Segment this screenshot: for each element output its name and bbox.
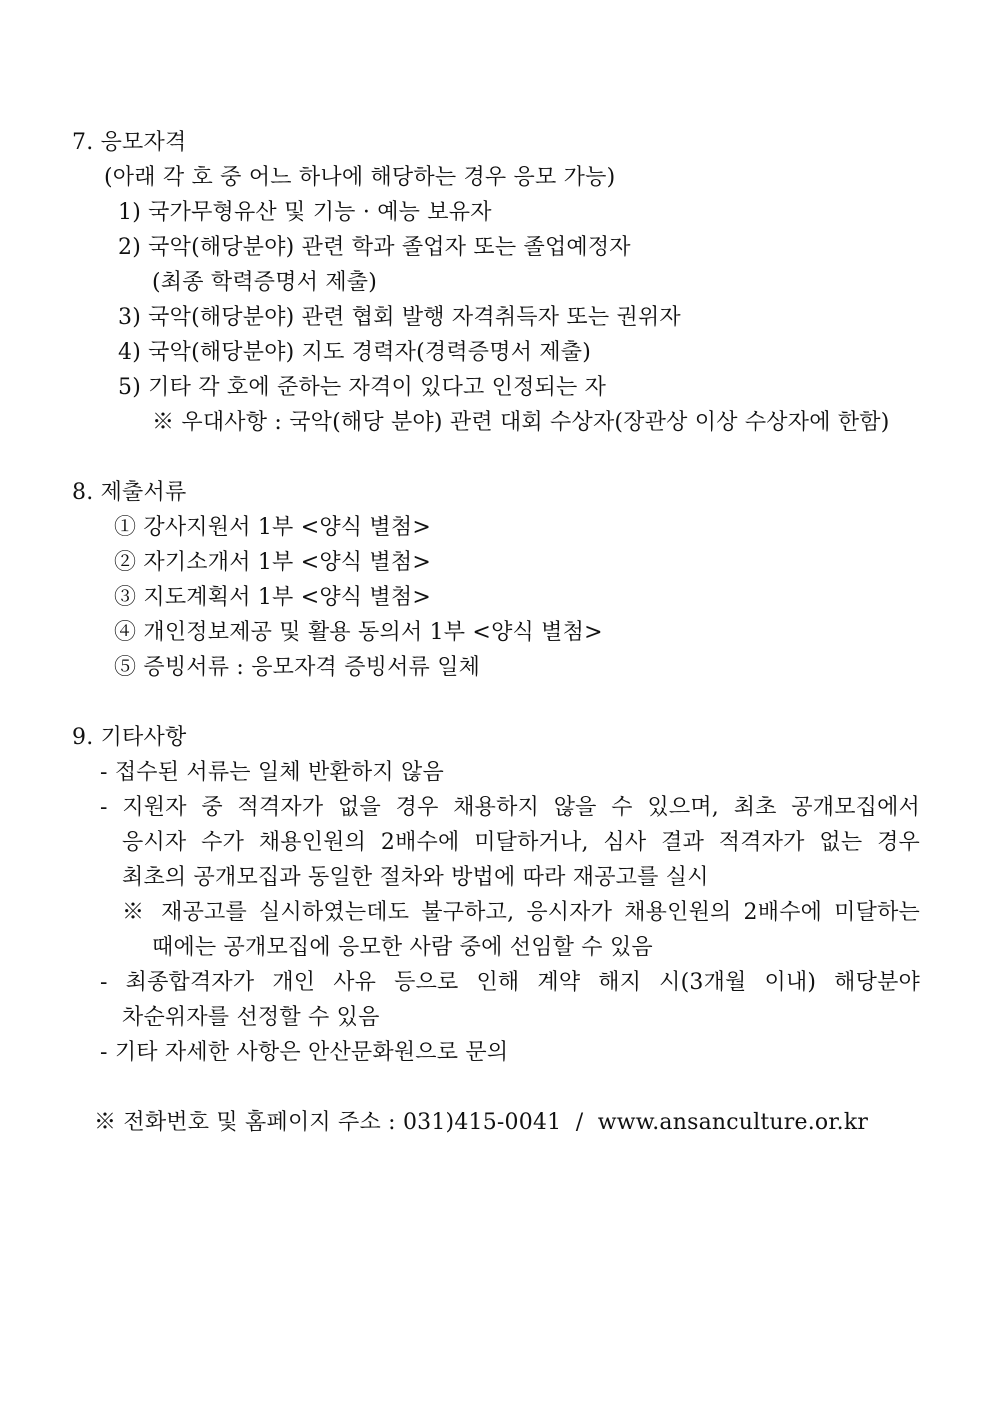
section-7-item: 3) 국악(해당분야) 관련 협회 발행 자격취득자 또는 권위자 bbox=[118, 305, 681, 330]
section-8-item: ③ 지도계획서 1부 <양식 별첨> bbox=[114, 585, 431, 610]
section-9-heading: 9. 기타사항 bbox=[72, 725, 187, 750]
section-7-item: 5) 기타 각 호에 준하는 자격이 있다고 인정되는 자 bbox=[118, 375, 607, 400]
section-7-item: 1) 국가무형유산 및 기능 · 예능 보유자 bbox=[118, 200, 492, 225]
section-8-heading: 8. 제출서류 bbox=[72, 480, 187, 505]
section-7-item: 4) 국악(해당분야) 지도 경력자(경력증명서 제출) bbox=[118, 340, 592, 365]
section-9-note-continued: 때에는 공개모집에 응모한 사람 중에 선임할 수 있음 bbox=[152, 935, 653, 960]
section-9-line-continued: 최초의 공개모집과 동일한 절차와 방법에 따라 재공고를 실시 bbox=[122, 865, 709, 890]
section-7-note: ※ 우대사항 : 국악(해당 분야) 관련 대회 수상자(장관상 이상 수상자에 한함) bbox=[152, 410, 890, 435]
section-9-line: - 접수된 서류는 일체 반환하지 않음 bbox=[100, 760, 444, 785]
section-8-item: ② 자기소개서 1부 <양식 별첨> bbox=[114, 550, 431, 575]
section-8-item: ④ 개인정보제공 및 활용 동의서 1부 <양식 별첨> bbox=[114, 620, 603, 645]
section-9-line: - 지원자 중 적격자가 없을 경우 채용하지 않을 수 있으며, 최초 공개모집에서 bbox=[100, 795, 920, 820]
section-7-heading: 7. 응모자격 bbox=[72, 130, 187, 155]
section-9-line: - 최종합격자가 개인 사유 등으로 인해 계약 해지 시(3개월 이내) 해당분야 bbox=[100, 970, 920, 995]
section-9-line-continued: 차순위자를 선정할 수 있음 bbox=[122, 1005, 380, 1030]
section-7-item: 2) 국악(해당분야) 관련 학과 졸업자 또는 졸업예정자 bbox=[118, 235, 631, 260]
section-9-line: - 기타 자세한 사항은 안산문화원으로 문의 bbox=[100, 1040, 509, 1065]
section-7-intro: (아래 각 호 중 어느 하나에 해당하는 경우 응모 가능) bbox=[104, 165, 616, 190]
contact-info: ※ 전화번호 및 홈페이지 주소 : 031)415-0041 / www.ansanculture.or.kr bbox=[94, 1110, 869, 1135]
section-9-note: ※ 재공고를 실시하였는데도 불구하고, 응시자가 채용인원의 2배수에 미달하는 bbox=[122, 900, 920, 925]
section-7-item-continued: (최종 학력증명서 제출) bbox=[152, 270, 378, 295]
section-9-line-continued: 응시자 수가 채용인원의 2배수에 미달하거나, 심사 결과 적격자가 없는 경우 bbox=[122, 830, 920, 855]
section-8-item: ① 강사지원서 1부 <양식 별첨> bbox=[114, 515, 431, 540]
section-8-item: ⑤ 증빙서류 : 응모자격 증빙서류 일체 bbox=[114, 655, 481, 680]
